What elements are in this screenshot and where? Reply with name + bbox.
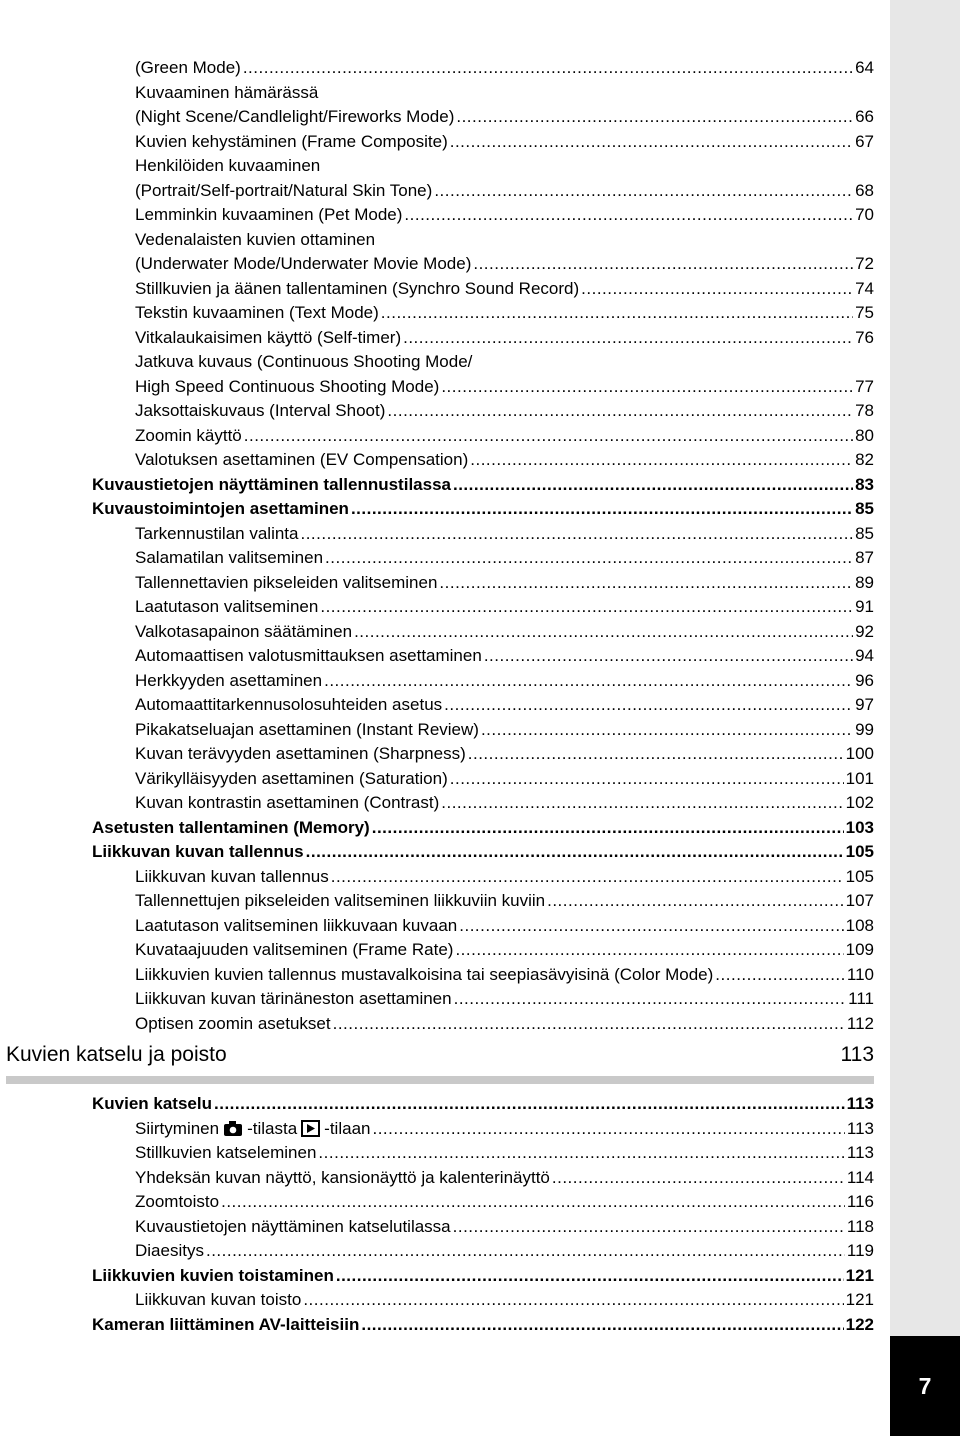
toc-entry-title: Tallennettujen pikseleiden valitseminen liikkuviin kuviin <box>135 891 546 910</box>
toc-leader-dots <box>453 473 853 497</box>
toc-entry-title: Salamatilan valitseminen <box>135 548 324 567</box>
toc-entry-page: 116 <box>846 1192 874 1211</box>
toc-leader-dots <box>320 595 853 619</box>
toc-entry-page: 94 <box>855 646 874 665</box>
toc-entry-title: Asetusten tallentaminen (Memory) <box>92 817 370 837</box>
toc-entry[interactable] <box>135 718 874 742</box>
toc-leader-dots <box>336 1264 844 1288</box>
toc-leader-dots <box>453 1215 845 1239</box>
toc-entry-title: Optisen zoomin asetukset <box>135 1013 331 1033</box>
toc-entry-page: 80 <box>855 425 874 445</box>
toc-entry-page: 83 <box>855 474 874 494</box>
toc-entry-title: Zoomin käyttö <box>135 425 242 445</box>
toc-entry-page: 74 <box>855 278 874 298</box>
toc-leader-dots <box>331 865 844 889</box>
toc-entry-title: Kuvan terävyyden asettaminen (Sharpness) <box>135 744 466 763</box>
toc-leader-dots <box>715 963 845 987</box>
toc-entry-title: Vitkalaukaisimen käyttö (Self-timer) <box>135 327 402 347</box>
toc-entry[interactable] <box>135 1166 874 1190</box>
toc-entry[interactable] <box>135 1288 874 1312</box>
toc-leader-dots <box>206 1239 845 1263</box>
toc-entry-page: 100 <box>845 744 874 763</box>
toc-entry-title: Laatutason valitseminen <box>135 597 319 616</box>
toc-entry-page: 70 <box>855 205 874 224</box>
toc-entry-page: 107 <box>845 891 874 910</box>
toc-leader-dots <box>441 375 853 399</box>
toc-entry[interactable] <box>135 326 874 350</box>
page-number-tab <box>890 1336 960 1436</box>
toc-entry[interactable] <box>135 767 874 791</box>
toc-entry-page: 82 <box>855 450 874 469</box>
toc-leader-dots <box>434 179 853 203</box>
toc-entry-title: Stillkuvien katseleminen <box>135 1143 317 1162</box>
toc-entry-title: (Underwater Mode/Underwater Movie Mode) <box>135 254 472 273</box>
toc-entry[interactable] <box>135 1239 874 1263</box>
toc-entry-page: 113 <box>846 1143 874 1162</box>
toc-leader-dots <box>354 620 853 644</box>
toc-leader-dots <box>484 644 853 668</box>
chapter-heading <box>6 1041 874 1069</box>
toc-leader-dots <box>456 105 853 129</box>
toc-entry[interactable] <box>135 865 874 889</box>
toc-entry[interactable] <box>135 350 874 374</box>
toc-entry-title: Kuvien kehystäminen (Frame Composite) <box>135 131 448 151</box>
toc-entry[interactable] <box>135 154 874 178</box>
toc-entry-page: 108 <box>845 915 874 935</box>
toc-entry-page: 96 <box>855 670 874 690</box>
toc-leader-dots <box>404 203 853 227</box>
toc-entry-page: 99 <box>855 719 874 739</box>
toc-leader-dots <box>351 497 853 521</box>
toc-leader-dots <box>372 1117 844 1141</box>
toc-entry-page: 103 <box>845 817 874 837</box>
toc-entry-main[interactable] <box>92 1264 874 1288</box>
toc-entry-title: Kuvien katselu <box>92 1094 212 1113</box>
toc-entry-page: 78 <box>855 401 874 420</box>
toc-leader-dots <box>387 399 853 423</box>
toc-entry-title: Yhdeksän kuvan näyttö, kansionäyttö ja kalenterinäyttö <box>135 1167 550 1187</box>
toc-leader-dots <box>403 326 853 350</box>
toc-entry-title: Tekstin kuvaaminen (Text Mode) <box>135 303 379 322</box>
toc-entry-title: Liikkuvan kuvan toisto <box>135 1290 302 1309</box>
toc-entry-page: 87 <box>855 548 874 567</box>
toc-leader-dots <box>473 252 853 276</box>
toc-leader-dots <box>300 522 853 546</box>
toc-entry-title: Tarkennustilan valinta <box>135 523 299 543</box>
toc-entry[interactable] <box>135 546 874 570</box>
toc-entry-page: 75 <box>855 303 874 322</box>
toc-entry[interactable] <box>135 399 874 423</box>
toc-entry[interactable] <box>135 277 874 301</box>
camera-icon <box>223 1120 243 1137</box>
toc-entry[interactable] <box>135 252 874 276</box>
toc-entry[interactable] <box>135 914 874 938</box>
toc-entry[interactable] <box>135 1215 874 1239</box>
toc-entry-title: Liikkuvien kuvien toistaminen <box>92 1265 334 1285</box>
toc-entry-title: Pikakatseluajan asettaminen (Instant Review) <box>135 719 479 739</box>
toc-entry[interactable] <box>135 1012 874 1036</box>
toc-leader-dots <box>361 1313 843 1337</box>
toc-entry-title: Liikkuvan kuvan tallennus <box>135 866 329 886</box>
toc-entry-title: Jatkuva kuvaus (Continuous Shooting Mode/ <box>135 352 473 371</box>
toc-entry[interactable] <box>135 791 874 815</box>
toc-entry[interactable] <box>135 1190 874 1214</box>
toc-entry[interactable] <box>135 130 874 154</box>
toc-entry-page: 105 <box>845 842 874 861</box>
toc-leader-dots <box>552 1166 845 1190</box>
toc-entry-page: 105 <box>845 866 874 886</box>
toc-leader-dots <box>481 718 853 742</box>
toc-leader-dots <box>468 742 844 766</box>
toc-entry[interactable] <box>135 595 874 619</box>
toc-leader-dots <box>372 816 844 840</box>
toc-entry-page: 97 <box>855 695 874 714</box>
toc-leader-dots <box>439 571 853 595</box>
toc-entry[interactable] <box>135 1117 874 1141</box>
toc-leader-dots <box>306 840 844 864</box>
toc-entry-main[interactable] <box>92 816 874 840</box>
toc-leader-dots <box>381 301 853 325</box>
toc-leader-dots <box>318 1141 844 1165</box>
page-number: 7 <box>918 1372 932 1399</box>
toc-entry-page: 111 <box>848 989 874 1008</box>
toc-entry[interactable] <box>135 448 874 472</box>
chapter-divider <box>6 1076 874 1084</box>
toc-entry-page: 112 <box>846 1013 874 1033</box>
toc-entry[interactable] <box>135 179 874 203</box>
toc-entry-page: 102 <box>845 793 874 812</box>
toc-entry[interactable] <box>135 620 874 644</box>
toc-entry-title: Valkotasapainon säätäminen <box>135 621 353 641</box>
toc-entry[interactable] <box>135 938 874 962</box>
toc-entry-title: (Night Scene/Candlelight/Fireworks Mode) <box>135 107 455 126</box>
toc-entry-title: Liikkuvien kuvien tallennus mustavalkoisina tai seepiasävyisinä (Color Mode) <box>135 964 714 984</box>
chapter-title: Kuvien katselu ja poisto <box>6 1043 227 1066</box>
toc-entry-title: Laatutason valitseminen liikkuvaan kuvaan <box>135 915 458 935</box>
toc-entry[interactable] <box>135 963 874 987</box>
toc-entry[interactable] <box>135 56 874 80</box>
toc-leader-dots <box>333 1012 845 1036</box>
toc-leader-dots <box>221 1190 845 1214</box>
toc-entry-title: Kameran liittäminen AV-laitteisiin <box>92 1314 360 1334</box>
toc-leader-dots <box>244 424 853 448</box>
toc-entry-title: Diaesitys <box>135 1241 204 1260</box>
toc-entry-page: 110 <box>846 964 874 984</box>
toc-entry-title: (Portrait/Self-portrait/Natural Skin Tone) <box>135 180 433 200</box>
toc-entry-main[interactable] <box>92 1092 874 1116</box>
toc-entry-main[interactable] <box>92 1313 874 1337</box>
toc-entry-title: Valotuksen asettaminen (EV Compensation) <box>135 450 469 469</box>
toc-leader-dots <box>547 889 844 913</box>
toc-entry-page: 121 <box>845 1265 874 1285</box>
toc-entry-main[interactable] <box>92 473 874 497</box>
toc-entry-page: 109 <box>845 940 874 959</box>
toc-entry-text-part: -tilasta <box>247 1118 298 1138</box>
toc-entry-main[interactable] <box>92 497 874 521</box>
toc-entry[interactable] <box>135 105 874 129</box>
toc-entry-title: Värikylläisyyden asettaminen (Saturation) <box>135 768 448 788</box>
toc-entry-page: 91 <box>855 597 874 616</box>
toc-entry-title: (Green Mode) <box>135 58 241 77</box>
toc-entry-page: 114 <box>846 1167 874 1187</box>
toc-entry-page: 68 <box>855 180 874 200</box>
toc-entry-title: Herkkyyden asettaminen <box>135 670 323 690</box>
toc-entry-page: 101 <box>845 768 874 788</box>
toc-leader-dots <box>454 987 847 1011</box>
toc-entry[interactable] <box>135 742 874 766</box>
toc-entry[interactable] <box>135 301 874 325</box>
toc-leader-dots <box>450 130 853 154</box>
toc-entry-title: Liikkuvan kuvan tallennus <box>92 842 304 861</box>
toc-entry-page: 92 <box>855 621 874 641</box>
toc-entry-title: Kuvaustietojen näyttäminen katselutilassa <box>135 1216 451 1236</box>
toc-entry-page: 66 <box>855 107 874 126</box>
toc-entry[interactable] <box>135 1141 874 1165</box>
toc-leader-dots <box>450 767 844 791</box>
toc-entry[interactable] <box>135 987 874 1011</box>
toc-entry-title: Henkilöiden kuvaaminen <box>135 156 321 175</box>
toc-entry-page: 113 <box>846 1118 874 1138</box>
toc-entry-page: 85 <box>855 523 874 543</box>
toc-entry-title: Jaksottaiskuvaus (Interval Shoot) <box>135 401 386 420</box>
toc-entry[interactable] <box>135 889 874 913</box>
toc-entry-page: 121 <box>845 1290 874 1309</box>
toc-entry-page: 119 <box>846 1241 874 1260</box>
toc-entry[interactable] <box>135 693 874 717</box>
toc-entry-title: High Speed Continuous Shooting Mode) <box>135 376 440 396</box>
toc-entry-page: 76 <box>855 327 874 347</box>
toc-entry[interactable] <box>135 669 874 693</box>
toc-leader-dots <box>324 669 853 693</box>
thumb-index-sidebar <box>890 0 960 1436</box>
toc-entry-title: Automaattisen valotusmittauksen asettaminen <box>135 646 482 665</box>
toc-entry-title: Liikkuvan kuvan tärinäneston asettaminen <box>135 989 452 1008</box>
toc-leader-dots <box>214 1092 845 1116</box>
toc-entry-page: 67 <box>855 131 874 151</box>
toc-entry[interactable] <box>135 228 874 252</box>
toc-entry-page: 113 <box>846 1094 874 1113</box>
toc-entry-title: Kuvataajuuden valitseminen (Frame Rate) <box>135 940 454 959</box>
toc-entry-text-part: Siirtyminen <box>135 1118 220 1138</box>
toc-entry-title: Zoomtoisto <box>135 1192 220 1211</box>
toc-entry-page: 64 <box>855 58 874 77</box>
toc-leader-dots <box>325 546 853 570</box>
toc-entry[interactable] <box>135 571 874 595</box>
toc-entry-page: 85 <box>855 499 874 518</box>
toc-entry-page: 118 <box>846 1216 874 1236</box>
toc-leader-dots <box>444 693 853 717</box>
toc-entry-title: Stillkuvien ja äänen tallentaminen (Synchro Sound Record) <box>135 278 580 298</box>
toc-leader-dots <box>459 914 843 938</box>
toc-entry[interactable] <box>135 522 874 546</box>
toc-entry-main[interactable] <box>92 840 874 864</box>
toc-entry[interactable] <box>135 375 874 399</box>
toc-entry[interactable] <box>135 203 874 227</box>
toc-entry-title: Tallennettavien pikseleiden valitseminen <box>135 572 438 592</box>
toc-entry-title: Kuvan kontrastin asettaminen (Contrast) <box>135 793 440 812</box>
toc-entry-title: Vedenalaisten kuvien ottaminen <box>135 229 376 249</box>
toc-entry-title: Kuvaustoimintojen asettaminen <box>92 499 349 518</box>
toc-leader-dots <box>303 1288 843 1312</box>
playback-icon <box>301 1120 320 1137</box>
toc-entry[interactable] <box>135 644 874 668</box>
toc-entry-title: Kuvaustietojen näyttäminen tallennustilassa <box>92 474 451 494</box>
toc-entry-text-part: -tilaan <box>324 1118 371 1138</box>
toc-leader-dots <box>470 448 853 472</box>
toc-entry-title: Automaattitarkennusolosuhteiden asetus <box>135 695 443 714</box>
toc-entry-page: 72 <box>855 254 874 273</box>
toc-entry[interactable] <box>135 424 874 448</box>
toc-leader-dots <box>441 791 843 815</box>
toc-entry-title: Kuvaaminen hämärässä <box>135 82 319 102</box>
toc-entry-page: 77 <box>855 376 874 396</box>
toc-leader-dots <box>243 56 853 80</box>
toc-entry-title: Lemminkin kuvaaminen (Pet Mode) <box>135 205 403 224</box>
toc-leader-dots <box>455 938 843 962</box>
chapter-page: 113 <box>840 1043 874 1066</box>
toc-entry-page: 89 <box>855 572 874 592</box>
toc-entry-page: 122 <box>845 1314 874 1334</box>
toc-entry[interactable] <box>135 81 874 105</box>
toc-leader-dots <box>581 277 853 301</box>
toc-entry-title <box>135 1117 370 1141</box>
